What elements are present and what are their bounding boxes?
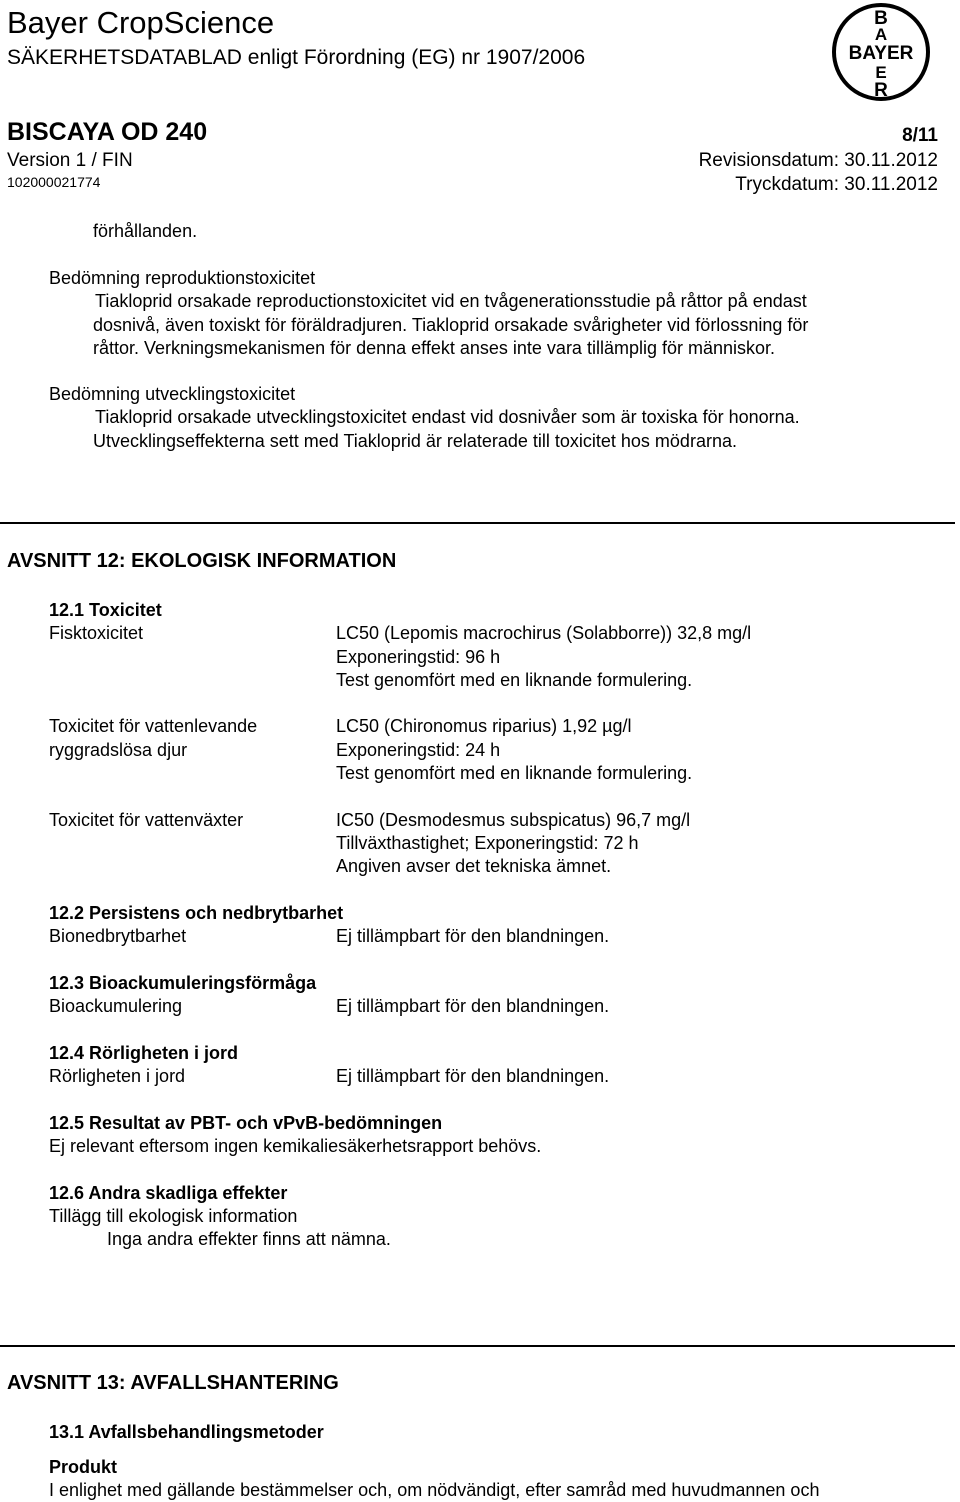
brand-name: Bayer CropScience: [7, 5, 275, 40]
s12-2-heading: 12.2 Persistens och nedbrytbarhet: [49, 903, 344, 923]
s12-5-text: Ej relevant eftersom ingen kemikaliesäkerhetsrapport behövs.: [49, 1136, 542, 1156]
plant-line-3: Angiven avser det tekniska ämnet.: [336, 856, 612, 876]
repro-line-2: dosnivå, även toxiskt för föräldradjuren. Tiakloprid orsakade svårigheter vid förlossning för: [93, 315, 809, 335]
product-name: BISCAYA OD 240: [7, 118, 208, 146]
document-type: SÄKERHETSDATABLAD enligt Förordning (EG) nr 1907/2006: [7, 46, 586, 69]
s12-4-label: Rörligheten i jord: [49, 1066, 186, 1086]
invert-line-3: Test genomfört med en liknande formulering.: [336, 763, 693, 783]
svg-text:R: R: [874, 80, 888, 101]
print-date: Tryckdatum: 30.11.2012: [735, 174, 938, 195]
bayer-logo: [831, 0, 931, 104]
repro-heading: Bedömning reproduktionstoxicitet: [49, 268, 316, 288]
invert-label-2: ryggradslösa djur: [49, 740, 188, 760]
section-12-title: AVSNITT 12: EKOLOGISK INFORMATION: [7, 550, 397, 572]
devel-heading: Bedömning utvecklingstoxicitet: [49, 384, 296, 404]
section-13-title: AVSNITT 13: AVFALLSHANTERING: [7, 1372, 339, 1394]
page-number: 8/11: [902, 125, 938, 146]
plant-line-1: IC50 (Desmodesmus subspicatus) 96,7 mg/l: [336, 810, 691, 830]
s13-1-text: I enlighet med gällande bestämmelser och, om nödvändigt, efter samråd med huvudmannen och: [49, 1480, 820, 1500]
invert-line-2: Exponeringstid: 24 h: [336, 740, 501, 760]
s12-6-heading: 12.6 Andra skadliga effekter: [49, 1183, 288, 1203]
plant-label: Toxicitet för vattenväxter: [49, 810, 244, 830]
svg-text:BAYER: BAYER: [848, 43, 914, 64]
repro-line-1: Tiakloprid orsakade reproductionstoxicitet vid en tvågenerationsstudie på råttor på endast: [95, 291, 807, 311]
s13-1-sub: Produkt: [49, 1457, 118, 1477]
s12-2-label: Bionedbrytbarhet: [49, 926, 187, 946]
section-divider: [0, 1345, 955, 1347]
svg-text:A: A: [874, 25, 888, 44]
fish-line-3: Test genomfört med en liknande formulering.: [336, 670, 693, 690]
fish-label: Fisktoxicitet: [49, 623, 144, 643]
version: Version 1 / FIN: [7, 150, 133, 171]
s12-1-heading: 12.1 Toxicitet: [49, 600, 162, 620]
revision-date: Revisionsdatum: 30.11.2012: [698, 150, 938, 171]
plant-line-2: Tillväxthastighet; Exponeringstid: 72 h: [336, 833, 639, 853]
devel-line-2: Utvecklingseffekterna sett med Tiakloprid är relaterade till toxicitet hos mödrarna.: [93, 431, 737, 451]
s12-4-heading: 12.4 Rörligheten i jord: [49, 1043, 239, 1063]
svg-text:E: E: [875, 63, 887, 82]
s12-4-value: Ej tillämpbart för den blandningen.: [336, 1066, 610, 1086]
fish-line-2: Exponeringstid: 96 h: [336, 647, 501, 667]
section-divider: [0, 522, 955, 524]
s12-3-label: Bioackumulering: [49, 996, 183, 1016]
repro-line-3: råttor. Verkningsmekanismen för denna effekt anses inte vara tillämplig för människor.: [93, 338, 776, 358]
s12-2-value: Ej tillämpbart för den blandningen.: [336, 926, 610, 946]
s12-3-value: Ej tillämpbart för den blandningen.: [336, 996, 610, 1016]
intro-fragment: förhållanden.: [93, 221, 198, 241]
s12-3-heading: 12.3 Bioackumuleringsförmåga: [49, 973, 317, 993]
document-number: 102000021774: [7, 174, 101, 190]
s12-6-text: Inga andra effekter finns att nämna.: [107, 1229, 391, 1249]
s13-1-heading: 13.1 Avfallsbehandlingsmetoder: [49, 1422, 324, 1442]
svg-text:B: B: [874, 8, 888, 29]
s12-6-label: Tillägg till ekologisk information: [49, 1206, 298, 1226]
fish-line-1: LC50 (Lepomis macrochirus (Solabborre)) 32,8 mg/l: [336, 623, 752, 643]
s12-5-heading: 12.5 Resultat av PBT- och vPvB-bedömningen: [49, 1113, 443, 1133]
invert-line-1: LC50 (Chironomus riparius) 1,92 µg/l: [336, 716, 632, 736]
devel-line-1: Tiakloprid orsakade utvecklingstoxicitet endast vid dosnivåer som är toxiska för honorna.: [95, 407, 800, 427]
invert-label-1: Toxicitet för vattenlevande: [49, 716, 258, 736]
